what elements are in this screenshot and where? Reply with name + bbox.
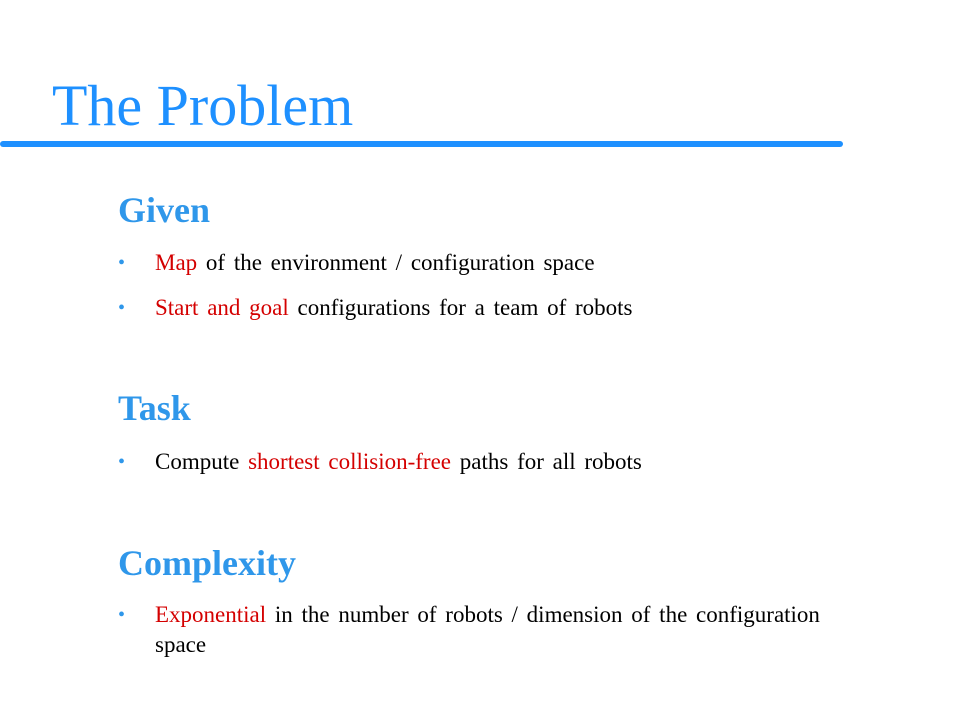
body-text: Compute bbox=[155, 449, 249, 474]
section-heading-given: Given bbox=[118, 190, 211, 230]
bullet-item-map bbox=[118, 248, 878, 278]
bullet-text bbox=[155, 248, 878, 278]
section-heading-complexity: Complexity bbox=[118, 543, 296, 583]
bullet-icon: • bbox=[118, 297, 126, 319]
highlight-text: Map bbox=[155, 250, 198, 275]
bullet-text bbox=[155, 447, 878, 477]
bullet-item-compute bbox=[118, 447, 878, 477]
highlight-text: shortest collision-free bbox=[248, 449, 452, 474]
slide-title: The Problem bbox=[52, 73, 354, 138]
body-text: in the number of robots / dimension of the configuration space bbox=[155, 602, 820, 657]
bullet-icon: • bbox=[118, 252, 126, 274]
body-text: paths for all robots bbox=[451, 449, 642, 474]
highlight-text: Exponential bbox=[155, 602, 267, 627]
bullet-item-start-goal bbox=[118, 293, 878, 323]
bullet-icon: • bbox=[118, 451, 126, 473]
bullet-icon: • bbox=[118, 604, 126, 626]
body-text: configurations for a team of robots bbox=[288, 295, 633, 320]
body-text: of the environment / configuration space bbox=[197, 250, 595, 275]
bullet-text bbox=[155, 293, 878, 323]
title-underline bbox=[0, 141, 843, 147]
highlight-text: Start and goal bbox=[155, 295, 289, 320]
bullet-item-exponential bbox=[118, 600, 878, 660]
bullet-text bbox=[155, 600, 878, 660]
section-heading-task: Task bbox=[118, 388, 191, 428]
